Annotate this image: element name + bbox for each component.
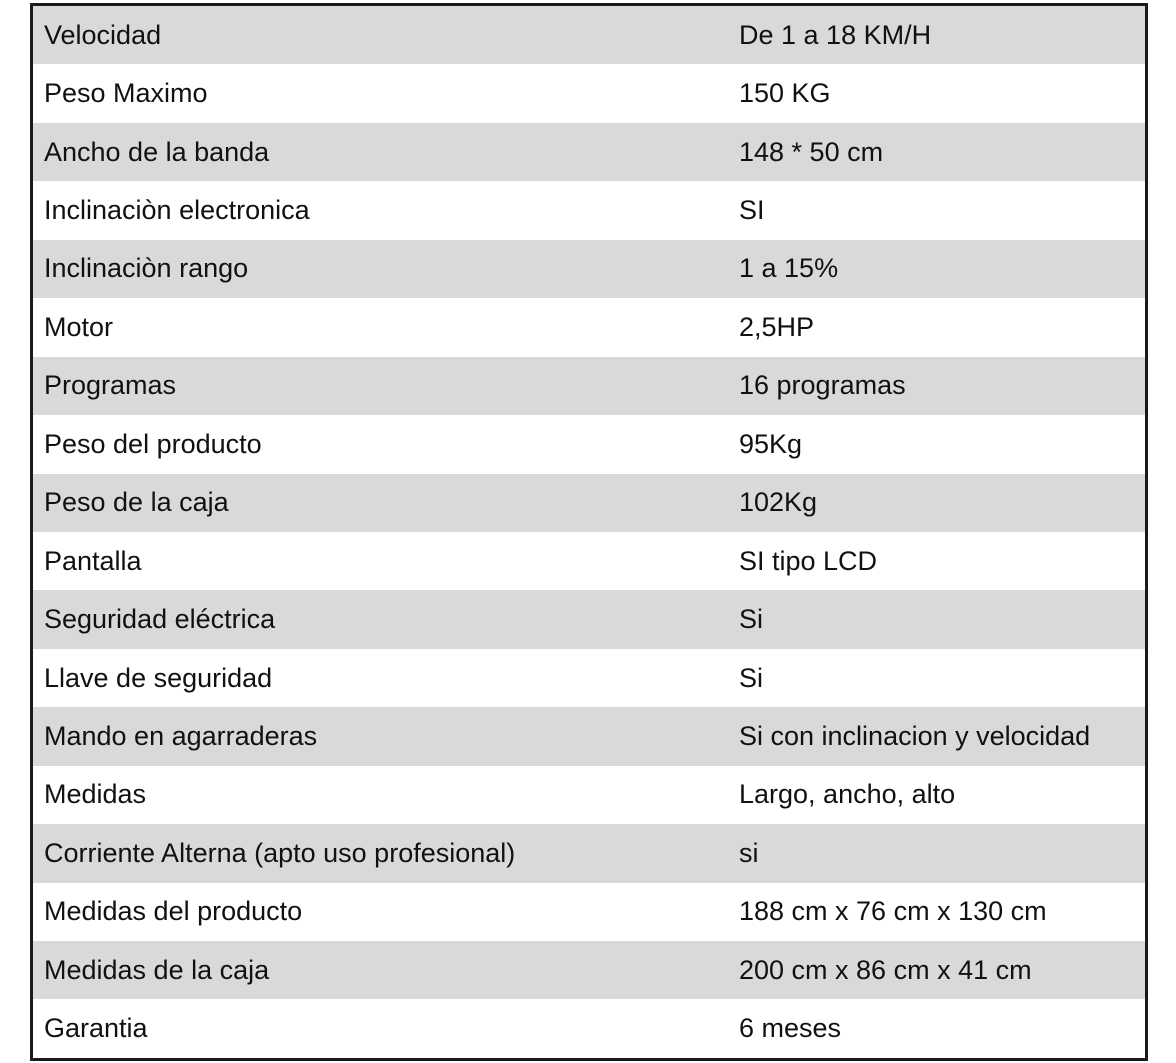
spec-value: Si con inclinacion y velocidad	[739, 720, 1091, 751]
spec-row-seguridad-electrica	[33, 590, 1145, 648]
spec-row-motor	[33, 298, 1145, 356]
spec-label: Llave de seguridad	[44, 662, 273, 693]
spec-value: 2,5HP	[739, 311, 815, 342]
spec-row-inclinacion-electronica	[33, 181, 1145, 239]
spec-value: 95Kg	[739, 428, 803, 459]
spec-value: si	[739, 837, 759, 868]
spec-row-pantalla	[33, 532, 1145, 590]
spec-value: De 1 a 18 KM/H	[739, 19, 932, 50]
spec-row-ancho-banda	[33, 123, 1145, 181]
spec-value: SI tipo LCD	[739, 545, 878, 576]
spec-label: Peso del producto	[44, 428, 262, 459]
spec-row-mando-agarraderas	[33, 707, 1145, 765]
spec-value: Largo, ancho, alto	[739, 779, 956, 810]
spec-row-garantia	[33, 999, 1145, 1057]
spec-label: Motor	[44, 311, 114, 342]
spec-row-medidas-producto	[33, 883, 1145, 941]
spec-label: Peso de la caja	[44, 487, 229, 518]
spec-label: Medidas	[44, 779, 147, 810]
spec-value: SI	[739, 195, 765, 226]
spec-label: Corriente Alterna (apto uso profesional)	[44, 837, 516, 868]
spec-value: 150 KG	[739, 78, 831, 109]
spec-row-llave-seguridad	[33, 649, 1145, 707]
spec-row-medidas-caja	[33, 941, 1145, 999]
spec-row-medidas	[33, 766, 1145, 824]
spec-label: Ancho de la banda	[44, 136, 270, 167]
spec-row-peso-caja	[33, 474, 1145, 532]
spec-label: Velocidad	[44, 19, 162, 50]
spec-label: Inclinaciòn electronica	[44, 195, 310, 226]
spec-value: 188 cm x 76 cm x 130 cm	[739, 896, 1047, 927]
spec-row-peso-maximo	[33, 64, 1145, 122]
spec-value: 6 meses	[739, 1013, 842, 1044]
spec-label: Medidas de la caja	[44, 954, 270, 985]
spec-row-programas	[33, 357, 1145, 415]
spec-label: Programas	[44, 370, 177, 401]
spec-label: Seguridad eléctrica	[44, 604, 276, 635]
spec-row-inclinacion-rango	[33, 240, 1145, 298]
spec-row-velocidad	[33, 6, 1145, 64]
spec-value: Si	[739, 604, 764, 635]
spec-value: 200 cm x 86 cm x 41 cm	[739, 954, 1032, 985]
spec-value: 148 * 50 cm	[739, 136, 884, 167]
spec-label: Inclinaciòn rango	[44, 253, 249, 284]
spec-row-peso-producto	[33, 415, 1145, 473]
spec-value: 102Kg	[739, 487, 818, 518]
spec-label: Mando en agarraderas	[44, 720, 318, 751]
spec-value: Si	[739, 662, 764, 693]
spec-value: 16 programas	[739, 370, 906, 401]
spec-value: 1 a 15%	[739, 253, 839, 284]
spec-label: Peso Maximo	[44, 78, 208, 109]
spec-label: Medidas del producto	[44, 896, 303, 927]
spec-label: Pantalla	[44, 545, 142, 576]
spec-row-corriente-alterna	[33, 824, 1145, 882]
spec-table	[30, 3, 1148, 1061]
spec-label: Garantia	[44, 1013, 148, 1044]
